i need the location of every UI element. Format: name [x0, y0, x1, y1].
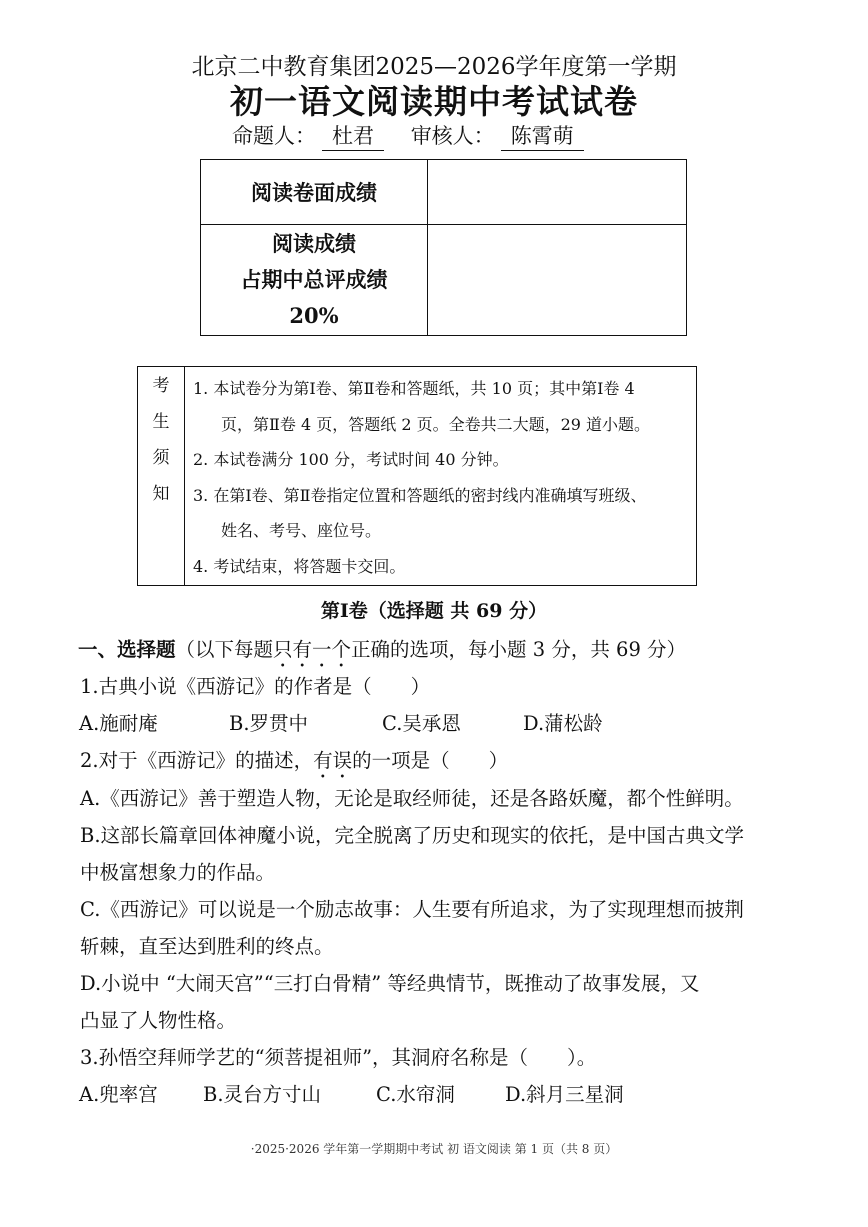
- notice-item: 姓名、考号、座位号。: [221, 521, 382, 540]
- notice-side-char: 生: [152, 412, 170, 432]
- part-heading-post: 正确的选项，每小题 3 分，共 69 分）: [351, 638, 687, 661]
- exam-notice-table: [137, 366, 697, 586]
- score-box-paper: [428, 160, 687, 225]
- part-heading: [78, 634, 686, 672]
- author-name: 杜君: [322, 120, 384, 151]
- q3-stem: 3.孙悟空拜师学艺的“须菩提祖师”，其洞府名称是（ ）。: [80, 1046, 597, 1069]
- score-weight-line2: 占期中总评成绩: [240, 267, 388, 292]
- notice-side-char: 考: [152, 376, 170, 396]
- score-weight-line3: 20%: [289, 303, 339, 328]
- q1-option-c: C.吴承恩: [382, 712, 461, 735]
- notice-item: 1. 本试卷分为第Ⅰ卷、第Ⅱ卷和答题纸，共 10 页；其中第Ⅰ卷 4: [193, 379, 635, 398]
- notice-item: 2. 本试卷满分 100 分，考试时间 40 分钟。: [193, 450, 509, 469]
- q2-option-c-line2: 斩棘，直至达到胜利的终点。: [80, 935, 334, 958]
- q3-option-a: A.兜率宫: [79, 1083, 158, 1106]
- notice-side-char: 须: [152, 448, 170, 468]
- exam-title: 初一语文阅读期中考试试卷: [230, 82, 638, 121]
- score-weight-line1: 阅读成绩: [272, 231, 356, 256]
- notice-item: 页，第Ⅱ卷 4 页，答题纸 2 页。全卷共二大题，29 道小题。: [221, 414, 651, 434]
- notice-item: 3. 在第Ⅰ卷、第Ⅱ卷指定位置和答题纸的密封线内准确填写班级、: [193, 485, 647, 505]
- q1-option-a: A.施耐庵: [79, 712, 158, 735]
- q2-option-b-line1: B.这部长篇章回体神魔小说，完全脱离了历史和现实的依托，是中国古典文学: [80, 824, 745, 847]
- score-label-weight: [201, 225, 428, 336]
- q3-option-b: B.灵台方寸山: [203, 1083, 322, 1106]
- q2-option-d-line2: 凸显了人物性格。: [80, 1009, 237, 1032]
- notice-side-label: [138, 367, 185, 586]
- q1-option-b: B.罗贯中: [229, 712, 309, 735]
- part-heading-bold: 一、选择题: [78, 638, 176, 661]
- score-label-paper: 阅读卷面成绩: [201, 160, 428, 225]
- author-label: 命题人：: [232, 124, 316, 148]
- q1-stem: 1.古典小说《西游记》的作者是（ ）: [80, 675, 431, 698]
- reviewer-label: 审核人：: [410, 124, 495, 148]
- q2-option-d-line1: D.小说中 “大闹天宫”“三打白骨精” 等经典情节，既推动了故事发展，又: [80, 972, 700, 995]
- score-table: [200, 159, 687, 336]
- school-year-line: 北京二中教育集团2025—2026学年度第一学期: [191, 54, 677, 80]
- score-box-weight: [428, 225, 687, 336]
- part-heading-emphasis: 只有一个: [273, 638, 352, 661]
- q1-option-d: D.蒲松龄: [523, 712, 603, 735]
- q3-option-c: C.水帘洞: [376, 1083, 455, 1106]
- part-heading-pre: （以下每题: [175, 638, 274, 661]
- author-line: [232, 120, 590, 151]
- notice-items: [185, 367, 697, 586]
- reviewer-name: 陈霄萌: [501, 120, 584, 151]
- q2-stem-post: 的一项是（ ）: [352, 749, 509, 772]
- q2-option-b-line2: 中极富想象力的作品。: [80, 861, 276, 884]
- notice-item: 4. 考试结束，将答题卡交回。: [193, 556, 406, 576]
- q3-option-d: D.斜月三星洞: [505, 1083, 624, 1106]
- q2-stem: [80, 745, 508, 783]
- page-footer: ·2025·2026 学年第一学期期中考试 初 语文阅读 第 1 页（共 8 页）: [250, 1142, 618, 1156]
- q2-option-c-line1: C.《西游记》可以说是一个励志故事：人生要有所追求，为了实现理想而披荆: [80, 898, 744, 921]
- q2-option-a: A.《西游记》善于塑造人物，无论是取经师徒，还是各路妖魔，都个性鲜明。: [80, 787, 744, 810]
- section-title: 第Ⅰ卷（选择题 共 69 分）: [320, 600, 548, 622]
- q2-stem-pre: 2.对于《西游记》的描述，: [80, 749, 314, 772]
- notice-side-char: 知: [152, 484, 170, 504]
- q2-stem-emphasis: 有误: [313, 749, 353, 772]
